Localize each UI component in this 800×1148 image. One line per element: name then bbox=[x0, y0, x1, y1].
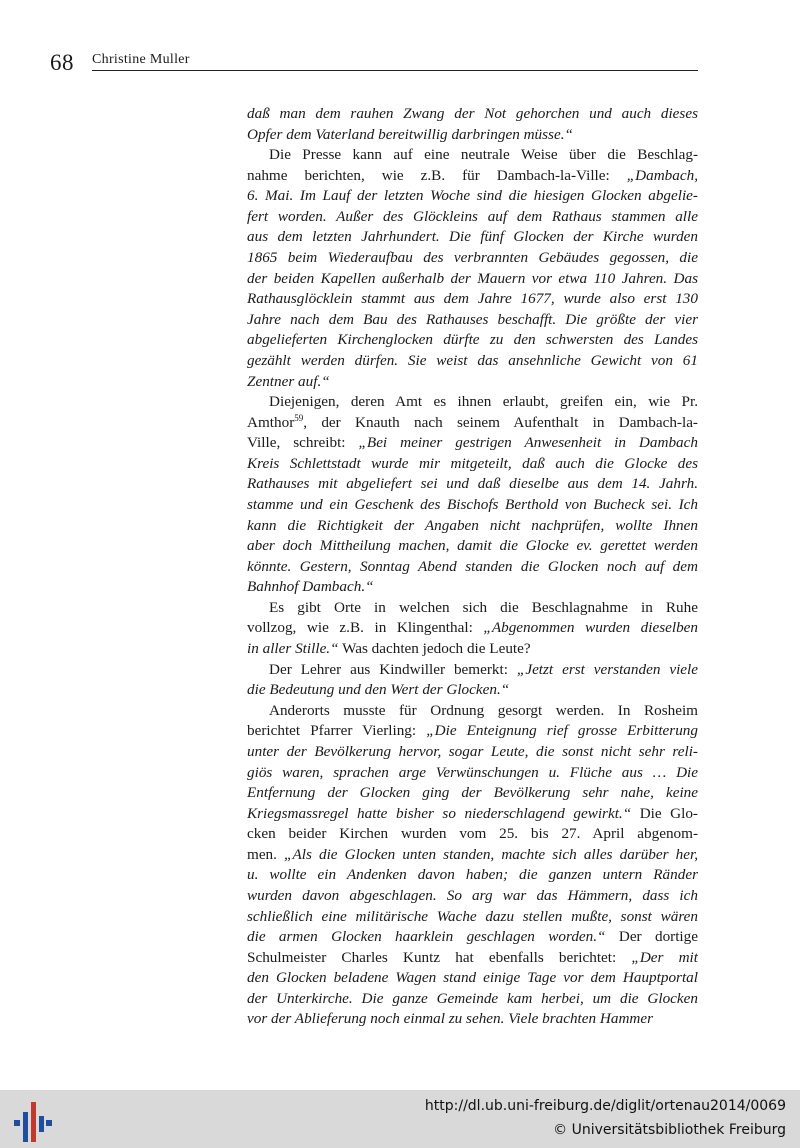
text-run: nahme berichten, wie z.B. für Dambach-la-Ville: bbox=[247, 166, 627, 184]
text-run: cken beider Kirchen wurden vom 25. bis 27. April abgenom- bbox=[247, 825, 698, 843]
quoted-text: u. wollte ein Andenken davon haben; die ganzen untern Ränder bbox=[247, 866, 698, 884]
quoted-text: „Die Enteignung rief grosse Erbitterung bbox=[426, 722, 698, 740]
quoted-text: fert worden. Außer des Glöckleins auf dem Rathaus stammen alle bbox=[247, 207, 698, 225]
quoted-text: der beiden Kapellen außerhalb der Mauern vor etwa 110 Jahren. Das bbox=[247, 269, 698, 287]
text-line bbox=[247, 269, 698, 290]
text-line bbox=[247, 207, 698, 228]
text-run: Amthor bbox=[247, 413, 295, 431]
quoted-text: „Dambach, bbox=[626, 166, 698, 184]
text-run: men. bbox=[247, 845, 285, 863]
text-line bbox=[247, 351, 698, 372]
text-line bbox=[247, 680, 698, 701]
text-line bbox=[247, 125, 698, 146]
text-line bbox=[247, 474, 698, 495]
text-line bbox=[247, 701, 698, 722]
quoted-text: Jahre nach dem Bau des Rathauses beschafft. Die größte der vier bbox=[247, 310, 698, 328]
text-run: Der Lehrer aus Kindwiller bemerkt: bbox=[269, 660, 517, 678]
text-line bbox=[247, 639, 698, 660]
page-header bbox=[50, 48, 698, 75]
text-line bbox=[247, 865, 698, 886]
quoted-text: 6. Mai. Im Lauf der letzten Woche sind die hiesigen Glocken abgelie- bbox=[247, 187, 698, 205]
text-line bbox=[247, 516, 698, 537]
text-line bbox=[247, 454, 698, 475]
text-line bbox=[247, 372, 698, 393]
text-line bbox=[247, 289, 698, 310]
text-run: Ville, schreibt: bbox=[247, 434, 359, 452]
page-number: 68 bbox=[50, 50, 74, 75]
text-line bbox=[247, 557, 698, 578]
quoted-text: Entfernung der Glocken ging der Bevölkerung sehr nahe, keine bbox=[247, 784, 698, 802]
text-line bbox=[247, 763, 698, 784]
text-line bbox=[247, 577, 698, 598]
quoted-text: schließlich eine militärische Wache dazu stellen mußte, sonst wären bbox=[247, 907, 698, 925]
quoted-text: vor der Ablieferung noch einmal zu sehen. Viele brachten Hammer bbox=[247, 1010, 654, 1028]
quoted-text: gezählt werden dürfen. Sie weist das ansehnliche Gewicht von 61 bbox=[247, 351, 698, 369]
text-line bbox=[247, 824, 698, 845]
quoted-text: 1865 beim Wiederaufbau des verbrannten Gebäudes gegossen, die bbox=[247, 249, 698, 267]
text-line bbox=[247, 104, 698, 125]
quoted-text: giös waren, sprachen arge Verwünschungen u. Flüche aus … Die bbox=[247, 763, 698, 781]
quoted-text: die armen Glocken haarklein geschlagen worden.“ bbox=[247, 928, 606, 946]
quoted-text: „Abgenommen wurden dieselben bbox=[483, 619, 698, 637]
permalink-url[interactable]: http://dl.ub.uni-freiburg.de/diglit/ortenau2014/0069 bbox=[424, 1098, 786, 1114]
quoted-text: „Als die Glocken unten standen, machte sich alles darüber her, bbox=[284, 845, 698, 863]
text-line bbox=[247, 618, 698, 639]
quoted-text: kann die Richtigkeit der Angaben nicht nachprüfen, wollte Ihnen bbox=[247, 516, 698, 534]
text-line bbox=[247, 660, 698, 681]
quoted-text: daß man dem rauhen Zwang der Not gehorchen und auch dieses bbox=[247, 105, 698, 122]
text-line bbox=[247, 721, 698, 742]
quoted-text: Kriegsmassregel hatte bisher so niederschlagend gewirkt.“ bbox=[247, 804, 632, 822]
text-line bbox=[247, 948, 698, 969]
text-run: Anderorts musste für Ordnung gesorgt werden. In Rosheim bbox=[269, 701, 698, 719]
text-line bbox=[247, 227, 698, 248]
text-line bbox=[247, 907, 698, 928]
text-run: Es gibt Orte in welchen sich die Beschlagnahme in Ruhe bbox=[269, 598, 698, 616]
text-run: Schulmeister Charles Kuntz hat ebenfalls berichtet: bbox=[247, 948, 632, 966]
header-rule bbox=[92, 70, 698, 71]
quoted-text: Rathauses mit abgeliefert sei und daß dieselbe aus dem 14. Jahrh. bbox=[247, 475, 698, 493]
text-line bbox=[247, 989, 698, 1010]
text-run: berichtet Pfarrer Vierling: bbox=[247, 722, 427, 740]
text-line bbox=[247, 783, 698, 804]
text-run: vollzog, wie z.B. in Klingenthal: bbox=[247, 619, 484, 637]
text-line bbox=[247, 927, 698, 948]
text-line bbox=[247, 1009, 698, 1030]
quoted-text: Opfer dem Vaterland bereitwillig darbringen müsse.“ bbox=[247, 125, 573, 143]
quoted-text: „Bei meiner gestrigen Anwesenheit in Dambach bbox=[358, 434, 698, 452]
text-line bbox=[247, 495, 698, 516]
text-line bbox=[247, 330, 698, 351]
quoted-text: „Jetzt erst verstanden viele bbox=[516, 660, 698, 678]
text-line bbox=[247, 186, 698, 207]
quoted-text: „Der mit bbox=[631, 948, 698, 966]
quoted-text: aus dem letzten Jahrhundert. Die fünf Glocken der Kirche wurden bbox=[247, 228, 698, 246]
running-head-author: Christine Muller bbox=[92, 52, 190, 67]
text-line bbox=[247, 804, 698, 825]
text-line bbox=[247, 433, 698, 454]
text-line bbox=[247, 310, 698, 331]
viewer-footer bbox=[0, 1090, 800, 1148]
text-line bbox=[247, 248, 698, 269]
text-run: Der dortige bbox=[605, 928, 698, 946]
text-line bbox=[247, 742, 698, 763]
copyright-notice: © Universitätsbibliothek Freiburg bbox=[553, 1122, 786, 1138]
text-line bbox=[247, 886, 698, 907]
quoted-text: aber doch Mittheilung machen, damit die Glocke ev. gerettet werden bbox=[247, 537, 698, 555]
quoted-text: Rathausglöcklein stammt aus dem Jahre 1677, wurde also erst 130 bbox=[247, 290, 698, 308]
quoted-text: den Glocken beladene Wagen stand einige Tage vor dem Hauptportal bbox=[247, 969, 698, 987]
text-line bbox=[247, 536, 698, 557]
quoted-text: abgelieferten Kirchenglocken dürfte zu den schwersten des Landes bbox=[247, 331, 698, 349]
text-line bbox=[247, 413, 698, 434]
quoted-text: könnte. Gestern, Sonntag Abend standen die Glocken noch auf dem bbox=[247, 557, 698, 575]
university-library-logo-icon bbox=[10, 1098, 52, 1142]
quoted-text: Zentner auf.“ bbox=[247, 372, 330, 390]
quoted-text: die Bedeutung und den Wert der Glocken.“ bbox=[247, 681, 510, 699]
footnote-marker: 59 bbox=[294, 412, 304, 423]
text-line bbox=[247, 392, 698, 413]
text-line bbox=[247, 166, 698, 187]
quoted-text: in aller Stille.“ bbox=[247, 640, 339, 658]
text-run: , der Knauth nach seinem Aufenthalt in Dambach-la- bbox=[303, 413, 698, 431]
text-run: Diejenigen, deren Amt es ihnen erlaubt, greifen ein, wie Pr. bbox=[269, 393, 698, 411]
text-line bbox=[247, 968, 698, 989]
quoted-text: Kreis Schlettstadt wurde mir mitgeteilt, daß auch die Glocke des bbox=[247, 454, 698, 472]
quoted-text: wurden davon abgeschlagen. So arg war das Hämmern, dass ich bbox=[247, 886, 698, 904]
text-run: Was dachten jedoch die Leute? bbox=[338, 640, 531, 658]
text-run: Die Glo- bbox=[631, 804, 698, 822]
quoted-text: unter der Bevölkerung hervor, sogar Leute, die sonst nicht sehr reli- bbox=[247, 742, 698, 760]
text-line bbox=[247, 845, 698, 866]
text-run: Die Presse kann auf eine neutrale Weise über die Beschlag- bbox=[269, 146, 698, 164]
quoted-text: Bahnhof Dambach.“ bbox=[247, 578, 374, 596]
quoted-text: stamme und ein Geschenk des Bischofs Berthold von Bucheck sei. Ich bbox=[247, 495, 698, 513]
body-text bbox=[247, 104, 698, 1030]
text-line bbox=[247, 598, 698, 619]
quoted-text: der Unterkirche. Die ganze Gemeinde kam herbei, um die Glocken bbox=[247, 989, 698, 1007]
text-line bbox=[247, 145, 698, 166]
